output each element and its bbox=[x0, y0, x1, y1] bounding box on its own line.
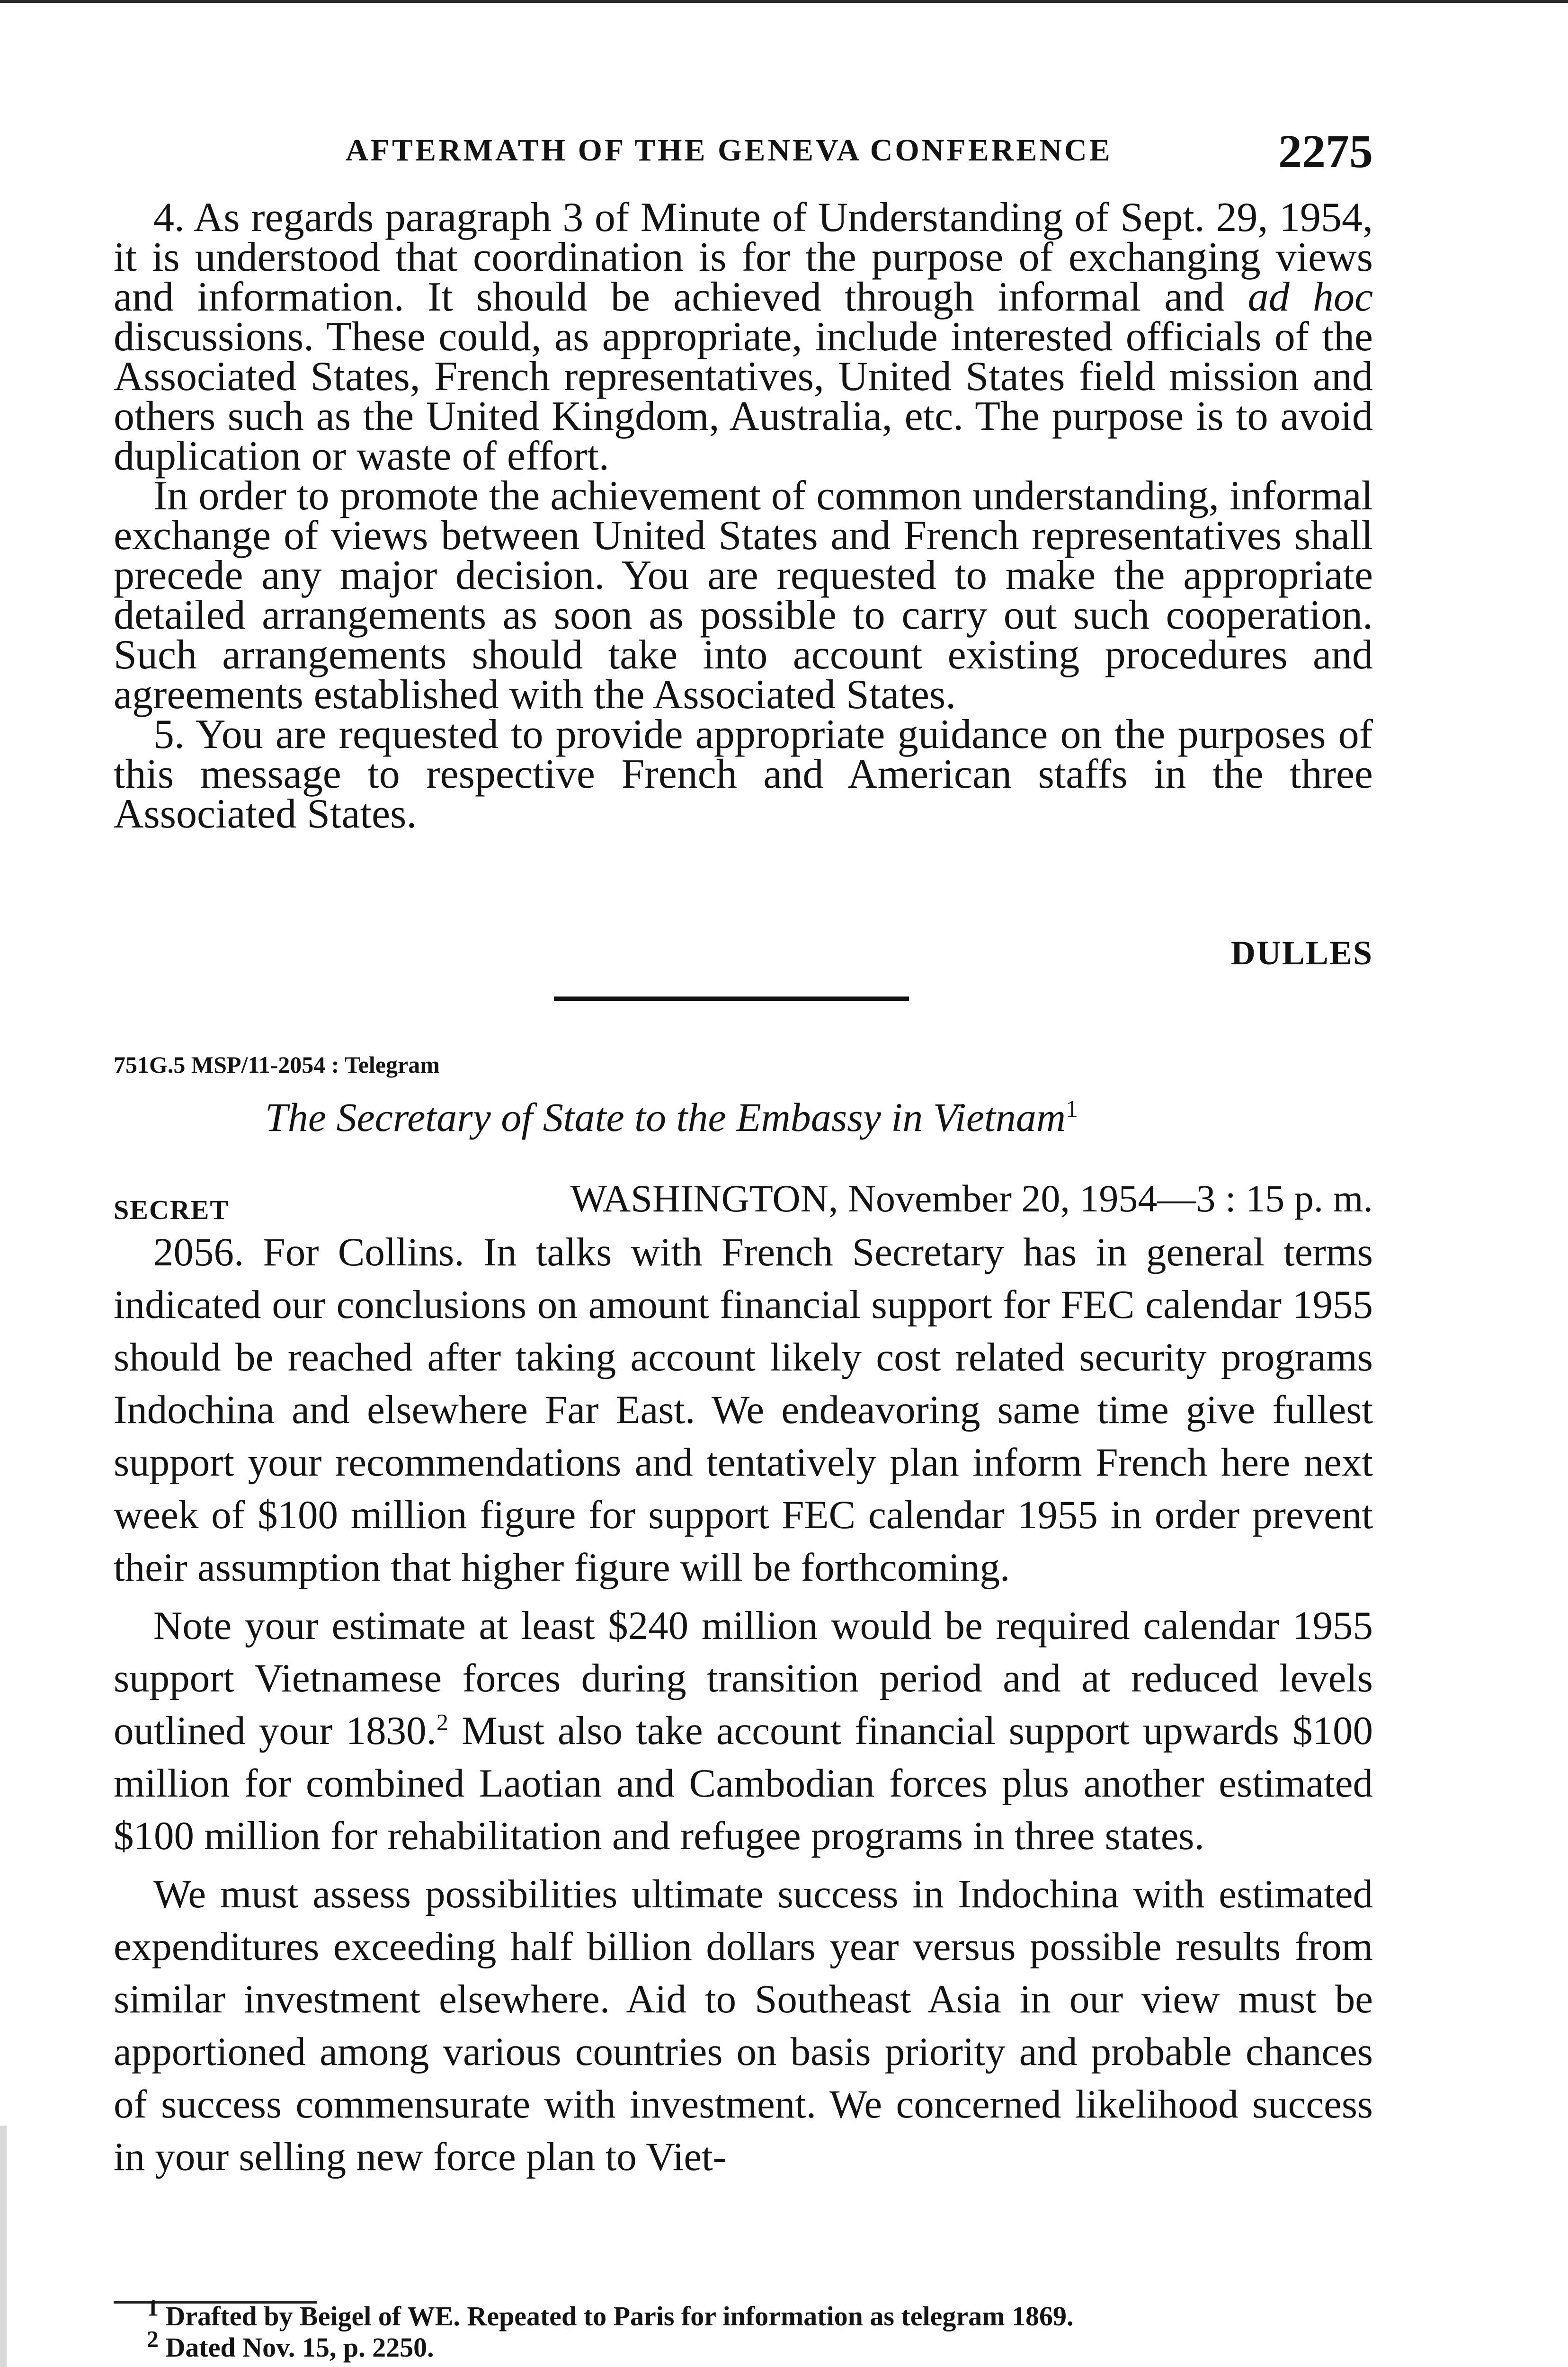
document-divider bbox=[554, 997, 909, 1001]
footnote-mark-2: 2 bbox=[436, 1709, 448, 1735]
previous-document-body bbox=[114, 195, 1373, 837]
paragraph-cooperation: In order to promote the achievement of common understanding, informal exchange of views between United States and French representatives shall precede any major decision. You are requested to make the appropriate detailed arrangements as soon as possible to carry out such cooperation. Such arrangements should take into account existing procedures and agreements established with the Associated States. bbox=[114, 473, 1373, 718]
top-edge-line bbox=[0, 0, 1568, 3]
footnotes bbox=[147, 2294, 1373, 2363]
left-margin-shadow bbox=[0, 2126, 7, 2367]
footnote-1: $^1$ Drafted by Beigel of WE. Repeated to Paris for information as telegram 1869. bbox=[147, 2294, 1074, 2331]
page-number: 2275 bbox=[1278, 125, 1373, 178]
dateline: WASHINGTON, November 20, 1954—3 : 15 p. m. bbox=[570, 1177, 1373, 1220]
paragraph-4: 4. As regards paragraph 3 of Minute of Understanding of Sept. 29, 1954, it is understood that coordination is for the purpose of exchanging views and information. It should be achieved through informal and ad hoc discussions. These could, as appropriate, include interested officials of the Associated States, French representatives, United States field mission and others such as the United Kingdom, Australia, etc. The purpose is to avoid duplication or waste of effort. bbox=[114, 195, 1373, 479]
classification: SECRET bbox=[114, 1194, 230, 1225]
signature-dulles: DULLES bbox=[1230, 934, 1373, 972]
telegram-paragraph-2: Note your estimate at least $240 million would be required calendar 1955 support Vietnamese forces during transition period and at reduced levels outlined your 1830.$^2$ Must also take account financial support upwards $100 million for combined Laotian and Cambodian forces plus another estimated $100 million for rehabilitation and refugee programs in three states. bbox=[114, 1603, 1373, 1858]
document-title: The Secretary of State to the Embassy in Vietnam$^1$ bbox=[265, 1095, 1078, 1140]
file-identifier: 751G.5 MSP/11-2054 : Telegram bbox=[114, 1051, 440, 1078]
footnote-2: $^2$ Dated Nov. 15, p. 2250. bbox=[147, 2325, 434, 2363]
page-header bbox=[114, 124, 1373, 176]
paragraph-5: 5. You are requested to provide appropriate guidance on the purposes of this message to respective French and American staffs in the three Associated States. bbox=[114, 712, 1373, 837]
telegram-paragraph-1: 2056. For Collins. In talks with French Secretary has in general terms indicated our conclusions on amount financial support for FEC calendar 1955 should be reached after taking account likely cost related security programs Indochina and elsewhere Far East. We endeavoring same time give fullest support your recommendations and tentatively plan inform French here next week of $100 million figure for support FEC calendar 1955 in order prevent their assumption that higher figure will be forthcoming. bbox=[114, 1230, 1373, 1590]
ad-hoc-italic: ad hoc bbox=[1247, 274, 1373, 320]
running-head: AFTERMATH OF THE GENEVA CONFERENCE bbox=[346, 133, 1113, 168]
telegram-body bbox=[114, 1226, 1373, 2189]
title-footnote-mark: 1 bbox=[1065, 1095, 1078, 1123]
telegram-paragraph-3: We must assess possibilities ultimate success in Indochina with estimated expenditures exceeding half billion dollars year versus possible results from similar investment elsewhere. Aid to Southeast Asia in our view must be apportioned among various countries on basis priority and probable chances of success commensurate with investment. We concerned likelihood success in your selling new force plan to Viet- bbox=[114, 1872, 1373, 2179]
